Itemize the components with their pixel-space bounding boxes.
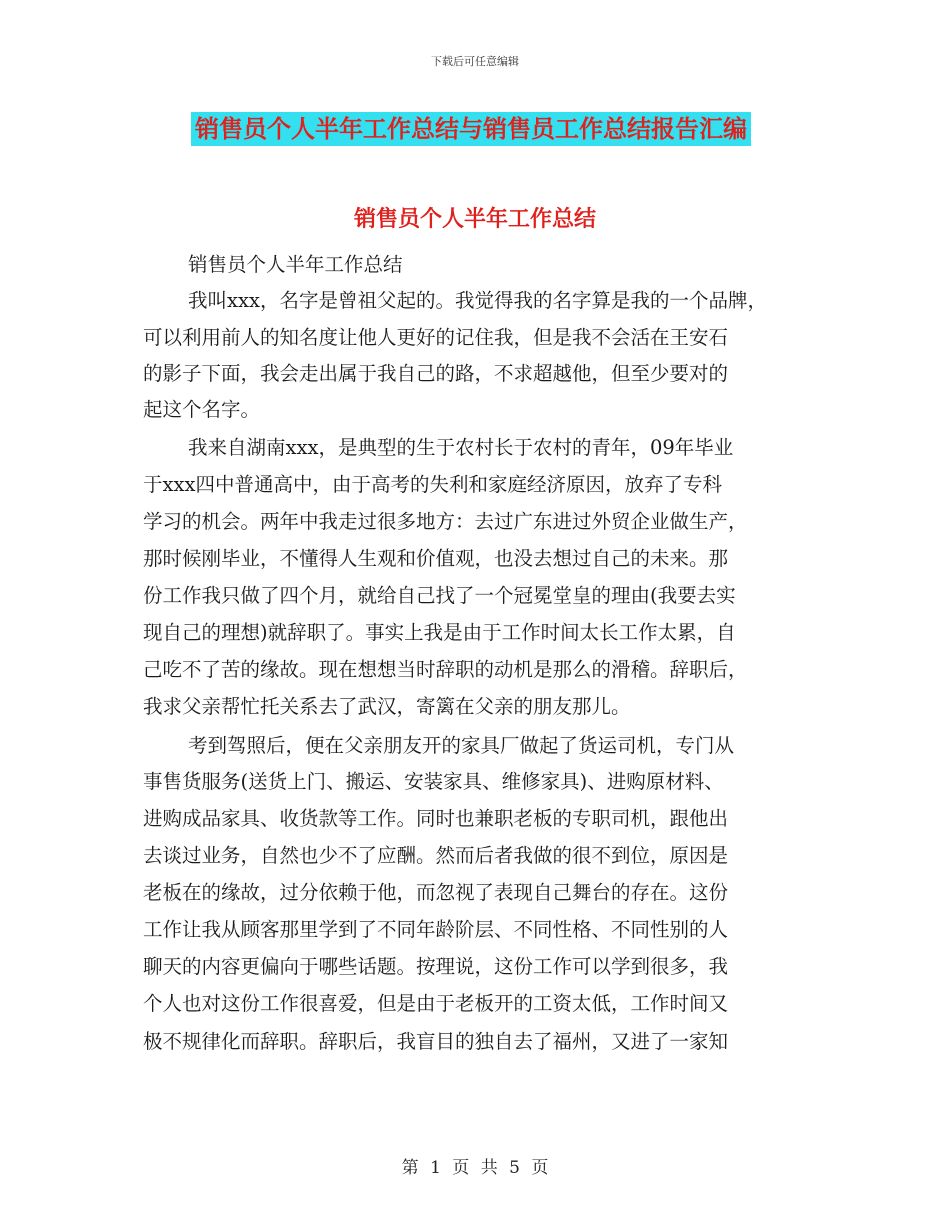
body-line: 的影子下面，我会走出属于我自己的路，不求超越他，但至少要对的 [143,362,729,385]
section-title: 销售员个人半年工作总结 [353,207,596,232]
document-main-title: 销售员个人半年工作总结与销售员工作总结报告汇编 [191,112,751,146]
page-footer: 第 1 页 共 5 页 [401,1158,549,1178]
body-line: 个人也对这份工作很喜爱，但是由于老板开的工资太低，工作时间又 [143,992,729,1015]
body-line: 去谈过业务，自然也少不了应酬。然而后者我做的很不到位，原因是 [143,844,729,867]
body-line: 极不规律化而辞职。辞职后，我盲目的独自去了福州，又进了一家知 [143,1030,729,1053]
body-line: 老板在的缘故，过分依赖于他，而忽视了表现自己舞台的存在。这份 [143,881,729,904]
body-line: 考到驾照后，便在父亲朋友开的家具厂做起了货运司机，专门从 [188,734,735,757]
body-line: 我叫xxx，名字是曾祖父起的。我觉得我的名字算是我的一个品牌， [188,289,767,312]
body-line: 聊天的内容更偏向于哪些话题。按理说，这份工作可以学到很多，我 [143,955,729,978]
body-line: 现自己的理想)就辞职了。事实上我是由于工作时间太长工作太累，自 [143,621,736,644]
body-line: 事售货服务(送货上门、搬运、安装家具、维修家具)、进购原材料、 [143,770,724,793]
body-line: 销售员个人半年工作总结 [188,253,403,276]
body-line: 己吃不了苦的缘故。现在想想当时辞职的动机是那么的滑稽。辞职后， [143,658,748,681]
body-line: 起这个名字。 [143,398,261,421]
header-note: 下载后可任意编辑 [431,55,519,68]
body-line: 那时候刚毕业，不懂得人生观和价值观，也没去想过自己的未来。那 [143,547,729,570]
body-line: 我求父亲帮忙托关系去了武汉，寄篱在父亲的朋友那儿。 [143,695,631,718]
body-line: 工作让我从顾客那里学到了不同年龄阶层、不同性格、不同性别的人 [143,918,729,941]
body-line: 学习的机会。两年中我走过很多地方：去过广东进过外贸企业做生产， [143,510,748,533]
body-line: 进购成品家具、收货款等工作。同时也兼职老板的专职司机，跟他出 [143,807,729,830]
body-line: 于xxx四中普通高中，由于高考的失利和家庭经济原因，放弃了专科 [143,473,722,496]
body-line: 可以利用前人的知名度让他人更好的记住我，但是我不会活在王安石 [143,326,729,349]
body-line: 份工作我只做了四个月，就给自己找了一个冠冕堂皇的理由(我要去实 [143,584,736,607]
body-line: 我来自湖南xxx，是典型的生于农村长于农村的青年，09年毕业 [188,436,734,459]
